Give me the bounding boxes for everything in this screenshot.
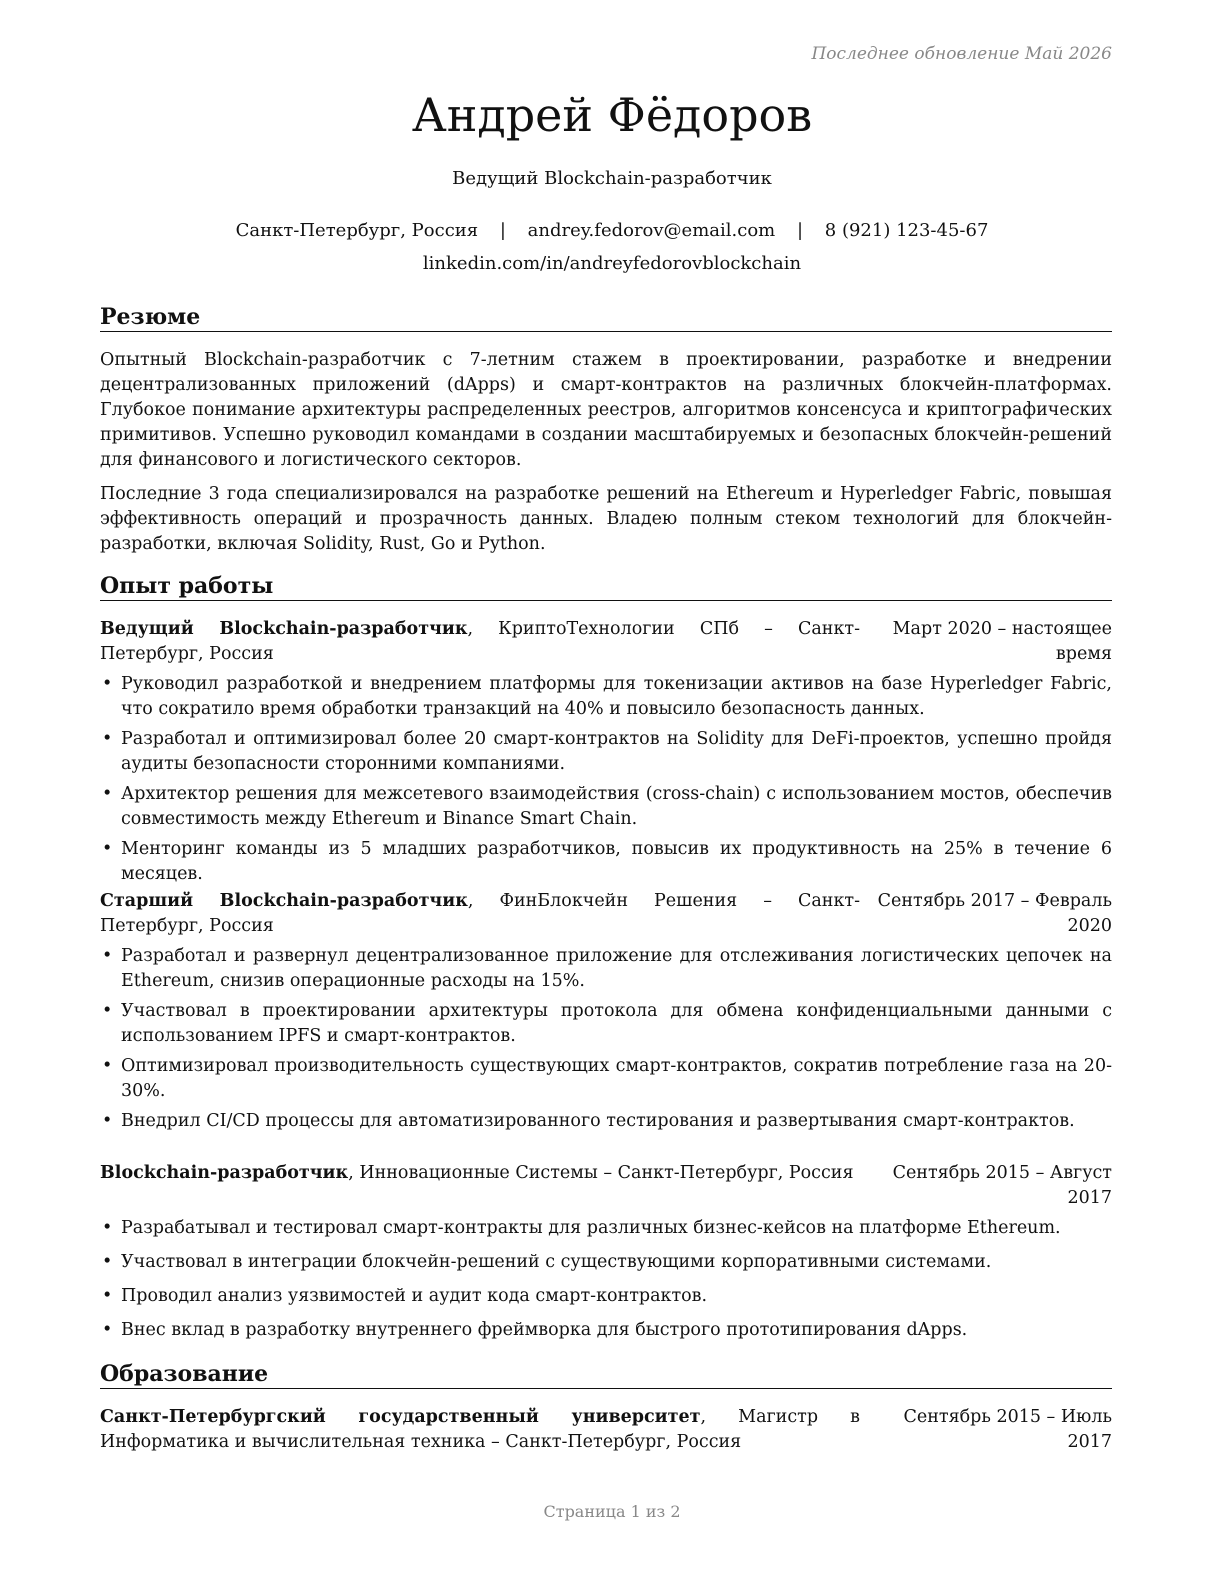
list-item: • Разработал и развернул децентрализованное приложение для отслеживания логистических цепочек на Ethereum, снизив операционные расходы на 15%. (100, 944, 1112, 994)
section-title-education: Образование (100, 1361, 1112, 1389)
list-item: • Участвовал в интеграции блокчейн-решений с существующими корпоративными системами. (100, 1250, 1112, 1275)
last-updated: Последнее обновление Май 2026 (811, 44, 1112, 64)
contact-location: Санкт-Петербург, Россия (235, 220, 479, 241)
education-entry (100, 1405, 1112, 1455)
page-number: Страница 1 из 2 (543, 1502, 681, 1521)
list-item: • Руководил разработкой и внедрением платформы для токенизации активов на базе Hyperledger Fabric, что сократило время обработки транзакций на 40% и повысило безопасность данных. (100, 672, 1112, 722)
job-title-company (100, 617, 860, 667)
contact-phone: 8 (921) 123-45-67 (824, 220, 989, 241)
job-header (100, 889, 1112, 939)
job-bullets (100, 672, 1112, 892)
list-item: • Внес вклад в разработку внутреннего фреймворка для быстрого прототипирования dApps. (100, 1318, 1112, 1343)
job-title-company (100, 1161, 860, 1186)
section-title-experience: Опыт работы (100, 573, 1112, 601)
education-school: Санкт-Петербургский государственный университет (100, 1407, 701, 1427)
job-bullets (100, 1216, 1112, 1352)
list-item: • Разрабатывал и тестировал смарт-контракты для различных бизнес-кейсов на платформе Ethereum. (100, 1216, 1112, 1241)
summary-paragraph-2: Последние 3 года специализировался на разработке решений на Ethereum и Hyperledger Fabric, повышая эффективность операций и прозрачность данных. Владею полным стеком технологий для блокчейн-разработки, включая Solidity, Rust, Go и Python. (100, 484, 1112, 554)
job-role: Ведущий Blockchain-разработчик (100, 619, 468, 639)
list-item: • Участвовал в проектировании архитектуры протокола для обмена конфиденциальными данными с использованием IPFS и смарт-контрактов. (100, 999, 1112, 1049)
section-title-summary: Резюме (100, 304, 1112, 332)
job-bullets (100, 944, 1112, 1139)
job-dates: Сентябрь 2015 – Август 2017 (892, 1163, 1112, 1208)
list-item: • Внедрил CI/CD процессы для автоматизированного тестирования и развертывания смарт-контрактов. (100, 1109, 1112, 1134)
job-title: Ведущий Blockchain-разработчик (452, 168, 772, 189)
job-company: , КриптоТехнологии СПб – Санкт-Петербург, Россия (100, 619, 860, 664)
job-header (100, 617, 1112, 667)
candidate-name: Андрей Фёдоров (411, 88, 813, 142)
job-role: Blockchain-разработчик (100, 1163, 349, 1183)
education-dates: Сентябрь 2015 – Июль 2017 (903, 1407, 1112, 1452)
contact-line (0, 220, 1224, 241)
contact-linkedin[interactable]: linkedin.com/in/andreyfedorovblockchain (422, 253, 802, 274)
list-item: • Оптимизировал производительность существующих смарт-контрактов, сократив потребление газа на 20-30%. (100, 1054, 1112, 1104)
job-dates: Сентябрь 2017 – Февраль 2020 (877, 891, 1112, 936)
list-item: • Проводил анализ уязвимостей и аудит кода смарт-контрактов. (100, 1284, 1112, 1309)
education-details: , Магистр в Информатика и вычислительная техника – Санкт-Петербург, Россия (100, 1407, 860, 1452)
summary-paragraph-1: Опытный Blockchain-разработчик с 7-летним стажем в проектировании, разработке и внедрении децентрализованных приложений (dApps) и смарт-контрактов на различных блокчейн-платформах. Глубокое понимание архитектуры распределенных реестров, алгоритмов консенсуса и криптографических примитивов. Успешно руководил командами в создании масштабируемых и безопасных блокчейн-решений для финансового и логистического секторов. (100, 350, 1112, 470)
job-company: , Инновационные Системы – Санкт-Петербург, Россия (348, 1163, 854, 1183)
list-item: • Архитектор решения для межсетевого взаимодействия (cross-chain) с использованием мостов, обеспечив совместимость между Ethereum и Binance Smart Chain. (100, 782, 1112, 832)
job-dates: Март 2020 – настоящее время (892, 619, 1112, 664)
list-item: • Менторинг команды из 5 младших разработчиков, повысив их продуктивность на 25% в течение 6 месяцев. (100, 837, 1112, 887)
job-title-company (100, 889, 860, 939)
contact-separator: | (499, 220, 506, 241)
job-company: , ФинБлокчейн Решения – Санкт-Петербург, Россия (100, 891, 860, 936)
contact-email[interactable]: andrey.fedorov@email.com (527, 220, 776, 241)
job-header (100, 1161, 1112, 1211)
contact-separator: | (796, 220, 804, 241)
list-item: • Разработал и оптимизировал более 20 смарт-контрактов на Solidity для DeFi-проектов, успешно пройдя аудиты безопасности сторонними компаниями. (100, 727, 1112, 777)
education-school-details (100, 1405, 860, 1455)
job-role: Старший Blockchain-разработчик (100, 891, 468, 911)
